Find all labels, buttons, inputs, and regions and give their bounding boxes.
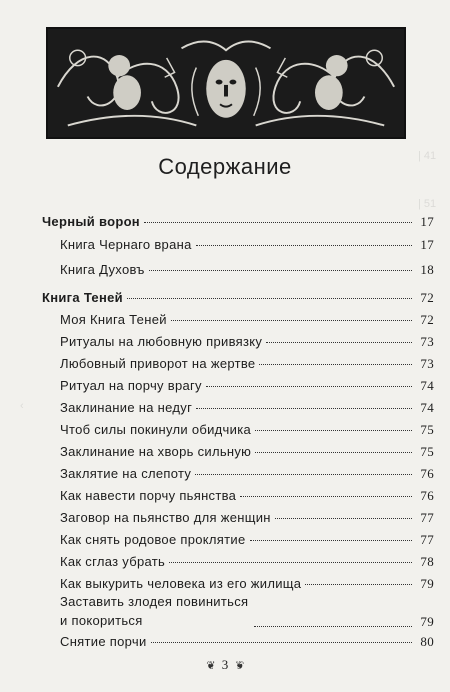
toc-page-number: 72 <box>420 290 434 305</box>
toc-page-number: 78 <box>420 554 434 569</box>
dot-leader <box>255 430 412 431</box>
dot-leader <box>240 496 412 497</box>
toc-entry-label: Как навести порчу пьянства <box>60 488 237 503</box>
toc-entry-label: Черный ворон <box>42 214 140 229</box>
toc-entry-label: Как снять родовое проклятие <box>60 532 246 547</box>
toc-page-number: 72 <box>420 312 434 327</box>
dot-leader <box>195 474 412 475</box>
toc-entry[interactable] <box>42 532 434 552</box>
dot-leader <box>255 452 412 453</box>
toc-page-number: 74 <box>420 400 434 415</box>
toc-entry[interactable] <box>42 400 434 420</box>
dot-leader <box>305 584 412 585</box>
toc-entry-label: Заставить злодея повиниться и покориться <box>60 594 249 628</box>
toc-entry[interactable] <box>42 444 434 464</box>
toc-entry[interactable] <box>42 634 434 654</box>
page-title: Содержание <box>158 154 292 179</box>
toc-entry[interactable] <box>42 312 434 332</box>
toc-entry-label: Заклинание на хворь сильную <box>60 444 252 459</box>
toc-entry[interactable] <box>42 378 434 398</box>
page-footer <box>0 657 450 673</box>
toc-entry-label: Книга Духовъ <box>60 262 145 277</box>
toc-entry-label: Любовный приворот на жертве <box>60 356 256 371</box>
toc-page-number: 80 <box>420 634 434 649</box>
dot-leader <box>206 386 412 387</box>
toc-entry-label: Моя Книга Теней <box>60 312 167 327</box>
left-ornament-icon: ❦ <box>206 660 216 672</box>
dot-leader <box>254 626 412 627</box>
toc-page-number: 75 <box>420 422 434 437</box>
toc-entry[interactable] <box>42 334 434 354</box>
toc-entry-label: Заклинание на недуг <box>60 400 193 415</box>
dot-leader <box>127 298 412 299</box>
toc-entry[interactable] <box>42 356 434 376</box>
toc-page-number: 18 <box>420 262 434 277</box>
toc-page-number: 77 <box>420 510 434 525</box>
toc-entry[interactable] <box>42 488 434 508</box>
dot-leader <box>196 245 412 246</box>
toc-entry-label: Ритуалы на любовную привязку <box>60 334 263 349</box>
dot-leader <box>266 342 412 343</box>
toc-entry-label: Как сглаз убрать <box>60 554 166 569</box>
toc-page-number: 17 <box>420 237 434 252</box>
right-ornament-icon: ❦ <box>234 660 244 672</box>
dot-leader <box>196 408 412 409</box>
bleed-through-mark: | 41 <box>418 150 437 162</box>
toc-entry-label: Заклятие на слепоту <box>60 466 192 481</box>
dot-leader <box>144 222 412 223</box>
toc-page-number: 73 <box>420 334 434 349</box>
toc-page-number: 74 <box>420 378 434 393</box>
toc-entry-label: Чтоб силы покинули обидчика <box>60 422 251 437</box>
toc-entry[interactable] <box>42 262 434 282</box>
toc-page-number: 79 <box>420 614 434 629</box>
ornamental-header-engraving <box>46 27 406 139</box>
page-number: 3 <box>221 657 229 672</box>
dot-leader <box>169 562 412 563</box>
dot-leader <box>250 540 413 541</box>
toc-page-number: 75 <box>420 444 434 459</box>
toc-entry-label: Ритуал на порчу врагу <box>60 378 202 393</box>
toc-entry-label: Как выкурить человека из его жилища <box>60 576 302 591</box>
toc-entry-label: Книга Теней <box>42 290 123 305</box>
toc-section-entry[interactable] <box>42 290 434 310</box>
toc-page-number: 76 <box>420 466 434 481</box>
toc-page-number: 76 <box>420 488 434 503</box>
toc-entry[interactable] <box>42 510 434 530</box>
bleed-through-mark: | 51 <box>418 198 437 210</box>
dot-leader <box>171 320 412 321</box>
toc-page-number: 77 <box>420 532 434 547</box>
dot-leader <box>149 270 412 271</box>
dot-leader <box>259 364 412 365</box>
toc-section-entry[interactable] <box>42 214 434 234</box>
bleed-through-mark: ‹ <box>20 400 24 412</box>
toc-page-number: 73 <box>420 356 434 371</box>
toc-entry-label: Снятие порчи <box>60 634 147 649</box>
toc-page-number: 17 <box>420 214 434 229</box>
toc-entry[interactable] <box>42 592 434 630</box>
toc-page-number: 79 <box>420 576 434 591</box>
dot-leader <box>151 642 412 643</box>
toc-entry[interactable] <box>42 422 434 442</box>
toc-entry-label: Книга Чернаго врана <box>60 237 192 252</box>
toc-entry-label: Заговор на пьянство для женщин <box>60 510 271 525</box>
dot-leader <box>275 518 412 519</box>
toc-entry[interactable] <box>42 554 434 574</box>
toc-entry[interactable] <box>42 466 434 486</box>
toc-entry[interactable] <box>42 237 434 257</box>
